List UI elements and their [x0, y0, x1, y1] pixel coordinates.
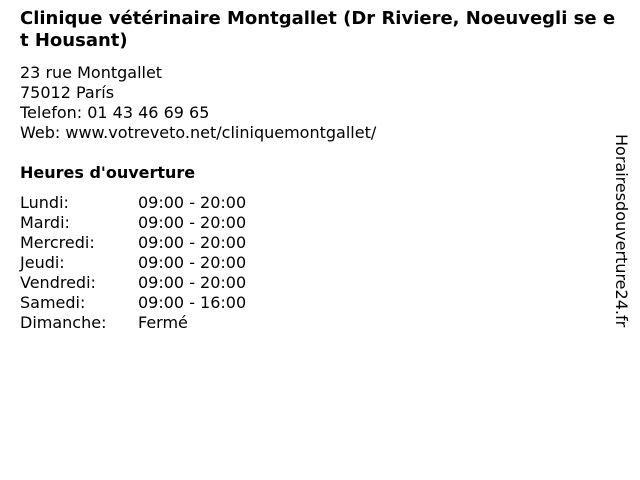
- website-link[interactable]: Web: www.votreveto.net/cliniquemontgallet/: [20, 123, 377, 142]
- opening-hours-heading: Heures d'ouverture: [20, 163, 196, 182]
- street-address: 23 rue Montgallet: [20, 63, 163, 82]
- time-value: 09:00 - 20:00: [138, 193, 247, 212]
- city-postal-code: 75012 París: [20, 83, 115, 102]
- clinic-address: [20, 63, 376, 143]
- time-value: 09:00 - 16:00: [138, 293, 247, 312]
- day-label: Lundi:: [20, 193, 69, 212]
- day-label: Jeudi:: [20, 253, 65, 272]
- day-label: Dimanche:: [20, 313, 107, 332]
- time-value: 09:00 - 20:00: [138, 253, 247, 272]
- time-value: 09:00 - 20:00: [138, 273, 247, 292]
- site-watermark-text: Horairesdouverture24.fr: [612, 134, 631, 328]
- time-value: 09:00 - 20:00: [138, 213, 247, 232]
- time-value: 09:00 - 20:00: [138, 233, 247, 252]
- day-label: Samedi:: [20, 293, 86, 312]
- day-label: Vendredi:: [20, 273, 96, 292]
- clinic-name: Clinique vétérinaire Montgallet (Dr Riviere, Noeuvegli se et Housant): [20, 8, 616, 51]
- day-label: Mercredi:: [20, 233, 95, 252]
- time-value: Fermé: [138, 313, 188, 332]
- phone-number: Telefon: 01 43 46 69 65: [20, 103, 210, 122]
- site-watermark: [611, 134, 631, 344]
- day-label: Mardi:: [20, 213, 70, 232]
